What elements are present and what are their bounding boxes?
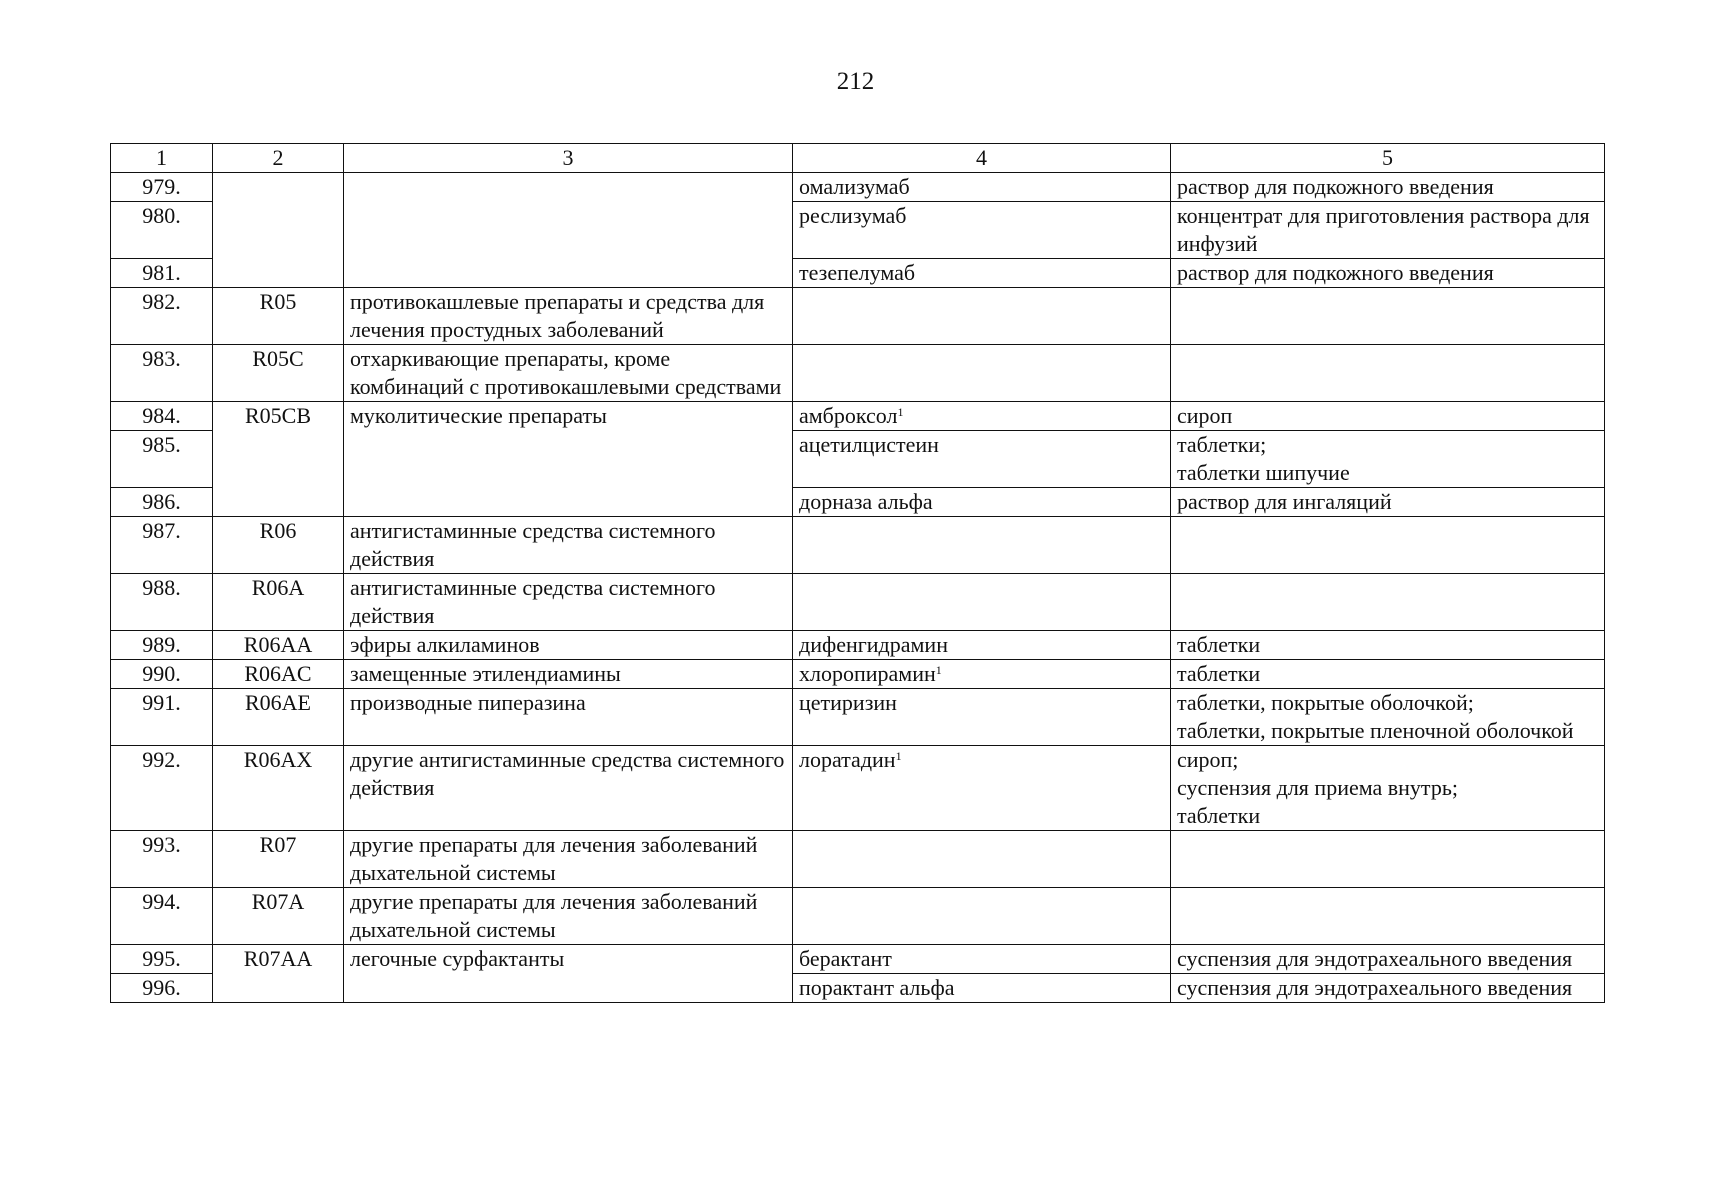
dosage-form <box>1171 517 1605 574</box>
drug-name <box>793 831 1171 888</box>
row-number: 979. <box>111 173 213 202</box>
row-number: 987. <box>111 517 213 574</box>
drug-name-text: хлоропирамин <box>799 661 936 686</box>
row-number: 983. <box>111 345 213 402</box>
drug-name <box>793 660 1171 689</box>
column-header: 2 <box>213 144 344 173</box>
atc-code: R07AA <box>213 945 344 1003</box>
atc-code: R06AA <box>213 631 344 660</box>
table-row <box>111 831 1605 888</box>
group-name: замещенные этилендиамины <box>344 660 793 689</box>
drug-name <box>793 746 1171 831</box>
atc-code: R05C <box>213 345 344 402</box>
dosage-form <box>1171 431 1605 488</box>
group-cell <box>344 173 793 288</box>
atc-code: R06 <box>213 517 344 574</box>
dosage-form-line: суспензия для эндотрахеального введения <box>1177 975 1573 1000</box>
dosage-form <box>1171 402 1605 431</box>
row-number: 986. <box>111 488 213 517</box>
atc-code: R06AC <box>213 660 344 689</box>
dosage-form <box>1171 689 1605 746</box>
row-number: 981. <box>111 259 213 288</box>
table-row <box>111 945 1605 974</box>
table-row <box>111 888 1605 945</box>
row-number: 985. <box>111 431 213 488</box>
table-row <box>111 173 1605 202</box>
table-row <box>111 288 1605 345</box>
drug-name <box>793 574 1171 631</box>
group-name: производные пиперазина <box>344 689 793 746</box>
dosage-form <box>1171 888 1605 945</box>
footnote-marker: 1 <box>935 663 942 677</box>
dosage-form <box>1171 488 1605 517</box>
footnote-marker: 1 <box>897 405 904 419</box>
dosage-form <box>1171 945 1605 974</box>
dosage-form <box>1171 660 1605 689</box>
table-header-row <box>111 144 1605 173</box>
column-header: 1 <box>111 144 213 173</box>
dosage-form <box>1171 574 1605 631</box>
row-number: 980. <box>111 202 213 259</box>
drug-name <box>793 517 1171 574</box>
atc-code: R05 <box>213 288 344 345</box>
dosage-form-line: таблетки, покрытые пленочной оболочкой <box>1177 718 1574 743</box>
row-number: 989. <box>111 631 213 660</box>
row-number: 990. <box>111 660 213 689</box>
drug-name: реслизумаб <box>793 202 1171 259</box>
dosage-form <box>1171 345 1605 402</box>
atc-code: R06A <box>213 574 344 631</box>
group-name: другие препараты для лечения заболеваний дыхательной системы <box>344 888 793 945</box>
dosage-form <box>1171 974 1605 1003</box>
table-row <box>111 574 1605 631</box>
dosage-form <box>1171 202 1605 259</box>
dosage-form-line: раствор для ингаляций <box>1177 489 1392 514</box>
group-name: противокашлевые препараты и средства для лечения простудных заболеваний <box>344 288 793 345</box>
drug-name: берактант <box>793 945 1171 974</box>
drug-name: ацетилцистеин <box>793 431 1171 488</box>
dosage-form-line: таблетки <box>1177 803 1261 828</box>
dosage-form <box>1171 631 1605 660</box>
dosage-form-line: сироп; <box>1177 747 1239 772</box>
drug-name: дорназа альфа <box>793 488 1171 517</box>
column-header: 5 <box>1171 144 1605 173</box>
row-number: 993. <box>111 831 213 888</box>
group-name: антигистаминные средства системного действия <box>344 574 793 631</box>
atc-code: R06AX <box>213 746 344 831</box>
dosage-form-line: таблетки <box>1177 661 1261 686</box>
table-row <box>111 660 1605 689</box>
table-row <box>111 746 1605 831</box>
dosage-form-line: суспензия для эндотрахеального введения <box>1177 946 1573 971</box>
row-number: 995. <box>111 945 213 974</box>
dosage-form <box>1171 831 1605 888</box>
footnote-marker: 1 <box>895 749 902 763</box>
drug-name: цетиризин <box>793 689 1171 746</box>
drug-table <box>110 143 1605 1003</box>
group-name: антигистаминные средства системного действия <box>344 517 793 574</box>
drug-name-text: амброксол <box>799 403 898 428</box>
atc-code: R05CB <box>213 402 344 517</box>
column-header: 4 <box>793 144 1171 173</box>
dosage-form <box>1171 173 1605 202</box>
table-row <box>111 517 1605 574</box>
table-row <box>111 402 1605 431</box>
dosage-form-line: таблетки шипучие <box>1177 460 1350 485</box>
atc-code: R07 <box>213 831 344 888</box>
group-name: другие препараты для лечения заболеваний дыхательной системы <box>344 831 793 888</box>
dosage-form-line: концентрат для приготовления раствора для инфузий <box>1177 203 1590 256</box>
drug-name <box>793 402 1171 431</box>
group-name: отхаркивающие препараты, кроме комбинаций с противокашлевыми средствами <box>344 345 793 402</box>
group-name: другие антигистаминные средства системного действия <box>344 746 793 831</box>
column-header: 3 <box>344 144 793 173</box>
drug-name: дифенгидрамин <box>793 631 1171 660</box>
drug-name <box>793 888 1171 945</box>
drug-name: омализумаб <box>793 173 1171 202</box>
row-number: 991. <box>111 689 213 746</box>
dosage-form-line: раствор для подкожного введения <box>1177 260 1494 285</box>
atc-code-cell <box>213 173 344 288</box>
page-number: 212 <box>836 68 875 95</box>
dosage-form-line: таблетки; <box>1177 432 1267 457</box>
table-row <box>111 631 1605 660</box>
atc-code: R07A <box>213 888 344 945</box>
drug-name-text: лоратадин <box>799 747 896 772</box>
row-number: 984. <box>111 402 213 431</box>
dosage-form-line: таблетки <box>1177 632 1261 657</box>
dosage-form-line: таблетки, покрытые оболочкой; <box>1177 690 1474 715</box>
group-name: легочные сурфактанты <box>344 945 793 1003</box>
drug-name: порактант альфа <box>793 974 1171 1003</box>
row-number: 996. <box>111 974 213 1003</box>
group-name: муколитические препараты <box>344 402 793 517</box>
dosage-form-line: суспензия для приема внутрь; <box>1177 775 1458 800</box>
dosage-form <box>1171 288 1605 345</box>
dosage-form-line: сироп <box>1177 403 1233 428</box>
row-number: 988. <box>111 574 213 631</box>
atc-code: R06AE <box>213 689 344 746</box>
row-number: 992. <box>111 746 213 831</box>
row-number: 994. <box>111 888 213 945</box>
drug-name <box>793 345 1171 402</box>
dosage-form-line: раствор для подкожного введения <box>1177 174 1494 199</box>
drug-name <box>793 288 1171 345</box>
group-name: эфиры алкиламинов <box>344 631 793 660</box>
table-row <box>111 689 1605 746</box>
row-number: 982. <box>111 288 213 345</box>
drug-name: тезепелумаб <box>793 259 1171 288</box>
table-row <box>111 345 1605 402</box>
dosage-form <box>1171 259 1605 288</box>
dosage-form <box>1171 746 1605 831</box>
